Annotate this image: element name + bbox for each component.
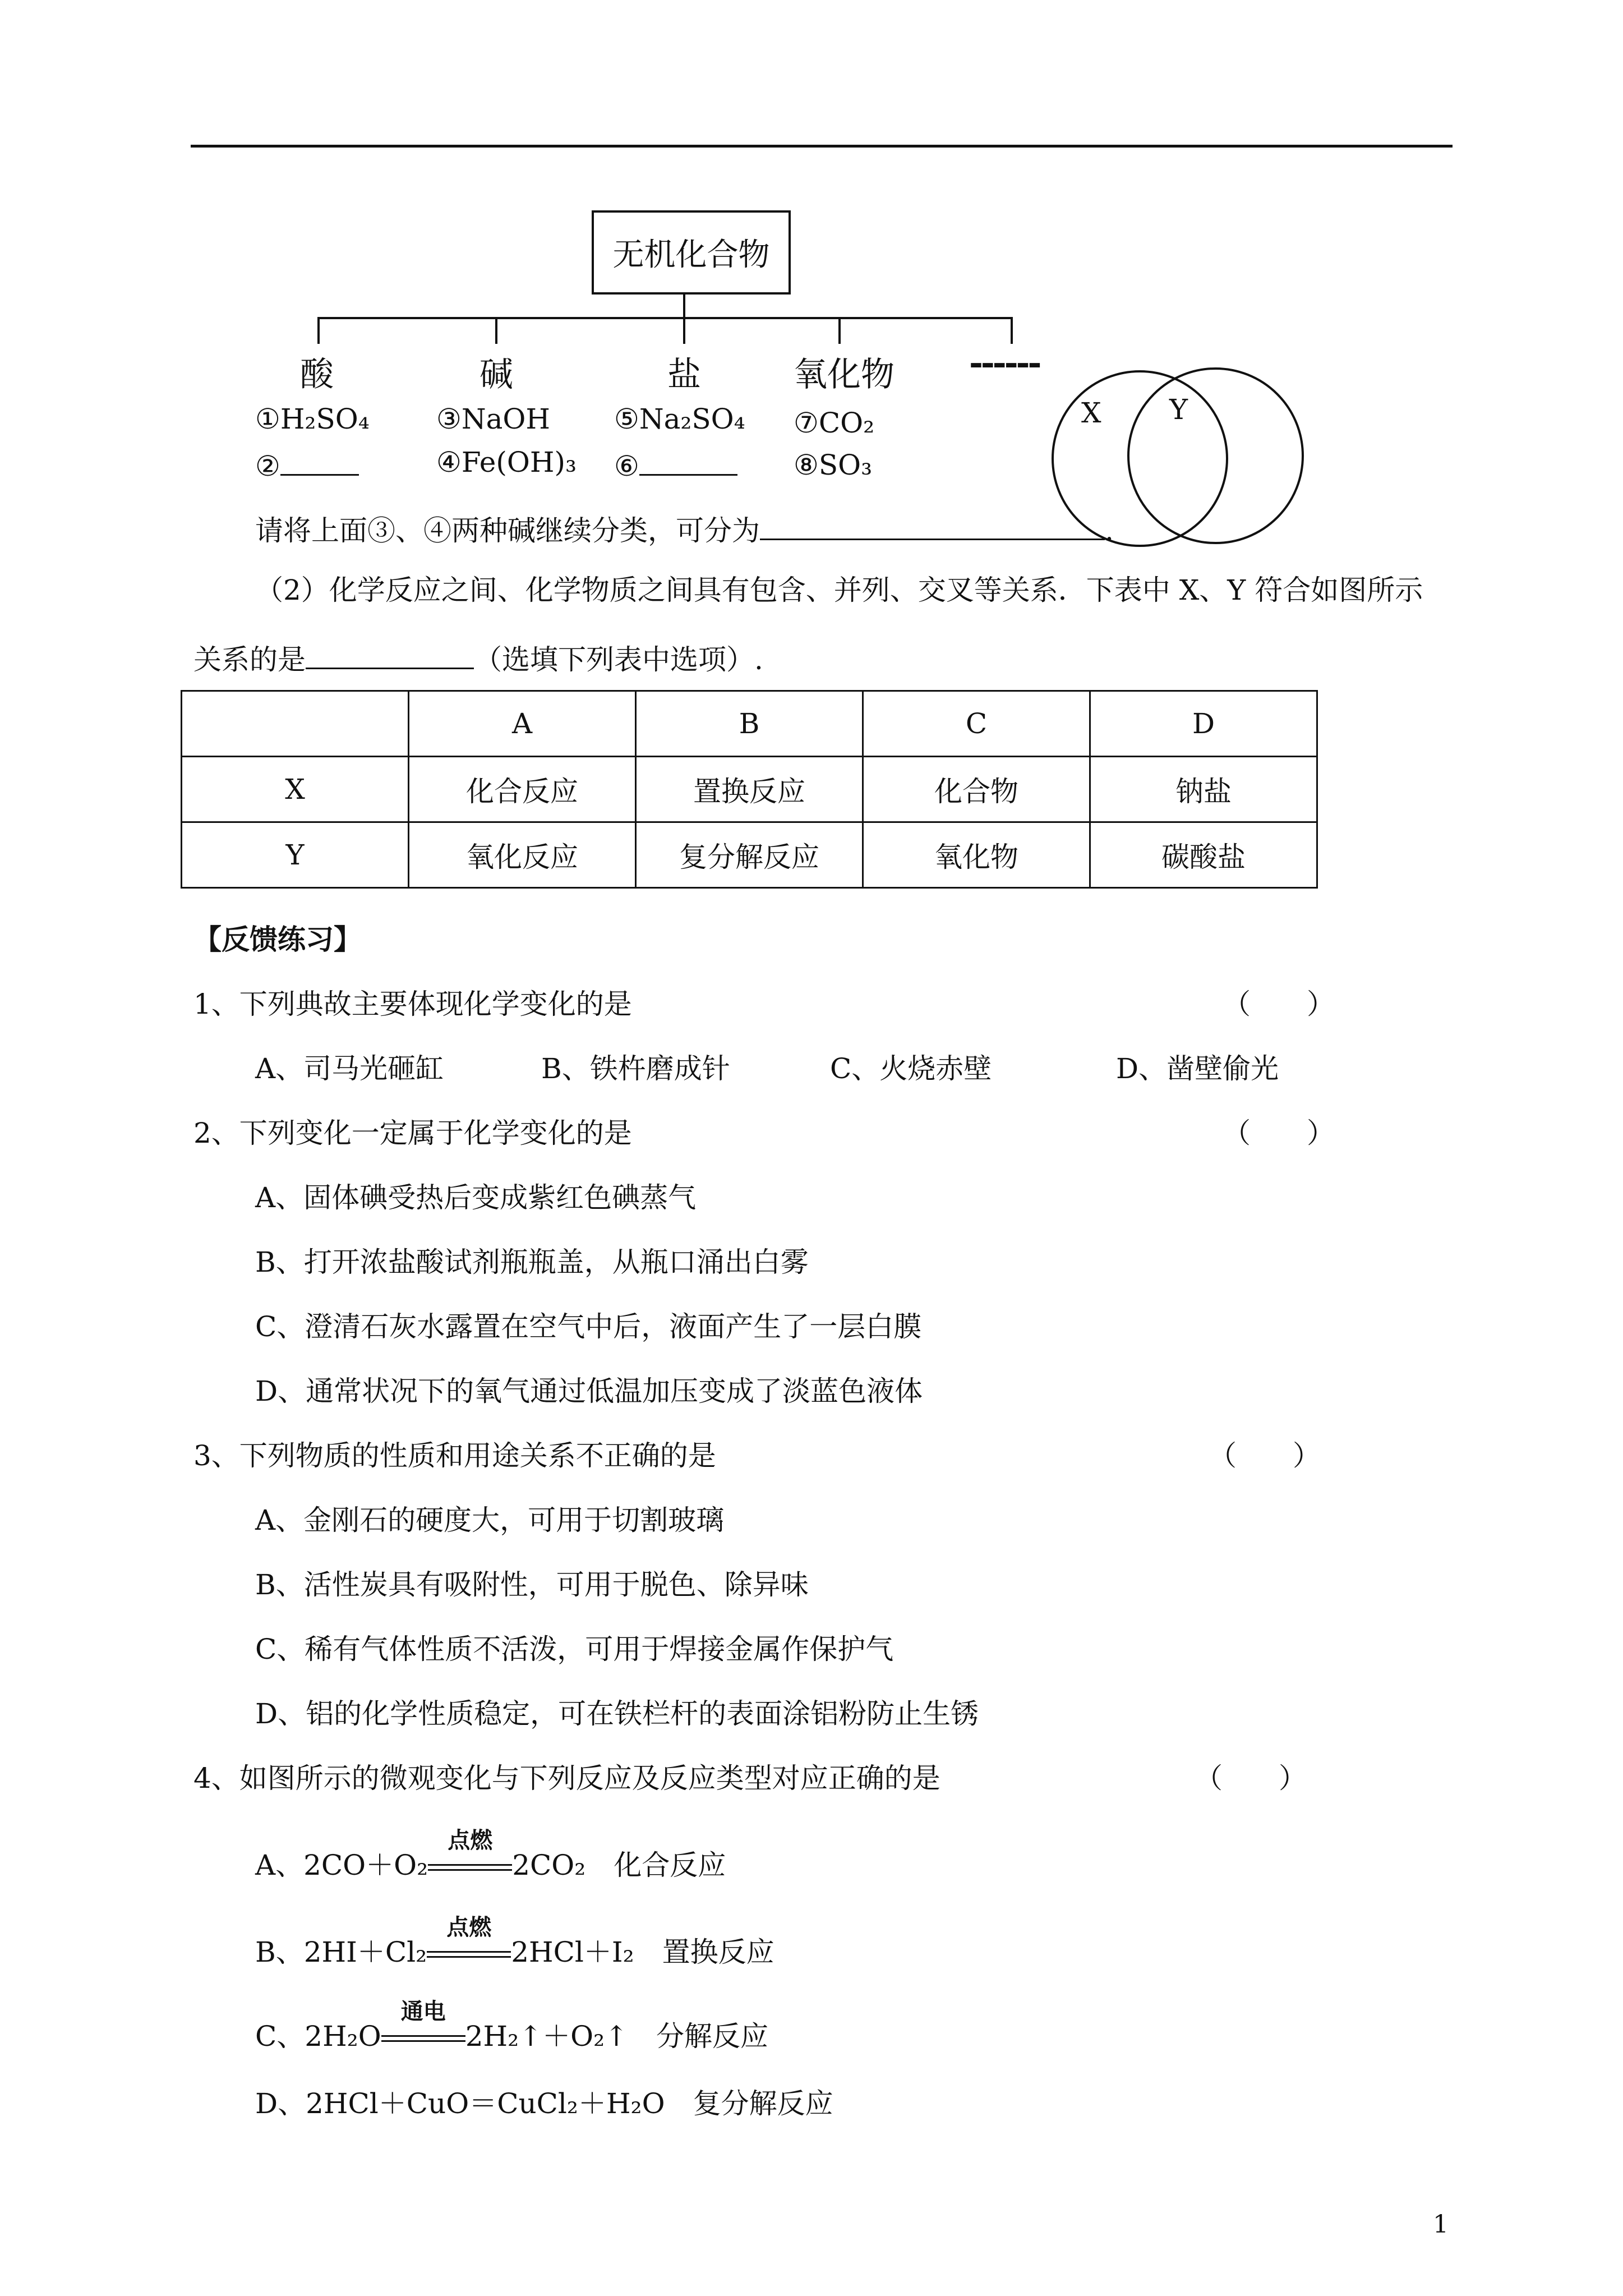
q4-option-c: C、2H₂O 通电 2H₂↑＋O₂↑ 分解反应 — [255, 1999, 769, 2053]
item-4: ④Fe(OH)₃ — [436, 446, 577, 478]
item-1: ①H₂SO₄ — [255, 403, 370, 435]
item-3: ③NaOH — [436, 403, 550, 435]
table-cell: 置换反应 — [636, 757, 863, 822]
page-number: 1 — [1433, 2210, 1449, 2239]
q1-paren: （ ） — [1223, 988, 1335, 1020]
q2-option-a: A、固体碘受热后变成紫红色碘蒸气 — [255, 1181, 697, 1214]
item-6: ⑥ — [614, 446, 737, 482]
q4-option-b: B、2HI＋Cl₂ 点燃 2HCl＋I₂ 置换反应 — [255, 1915, 774, 1968]
table-cell: 氧化反应 — [409, 822, 636, 888]
table-row — [182, 757, 1317, 822]
venn-label-y: Y — [1169, 393, 1188, 426]
item-7: ⑦CO₂ — [794, 407, 875, 439]
reaction-condition: 点燃 — [427, 1935, 511, 1969]
table-cell: 氧化物 — [863, 822, 1090, 888]
diagram-root-label: 无机化合物 — [612, 237, 770, 273]
venn-label-x: X — [1081, 397, 1101, 429]
q1-option-a: A、司马光砸缸 — [255, 1052, 444, 1085]
category-salt: 盐 — [667, 355, 701, 394]
diagram-branch-more — [1011, 317, 1013, 344]
q3-option-c: C、稀有气体性质不活泼，可用于焊接金属作保护气 — [255, 1633, 894, 1665]
table-row — [182, 822, 1317, 888]
q3-option-d: D、铝的化学性质稳定，可在铁栏杆的表面涂铝粉防止生锈 — [255, 1697, 979, 1730]
options-table — [181, 690, 1318, 889]
table-row — [182, 691, 1317, 757]
category-base: 碱 — [479, 355, 513, 394]
q2-stem: 2、下列变化一定属于化学变化的是 — [193, 1117, 632, 1149]
q1-option-d: D、凿壁偷光 — [1116, 1052, 1279, 1085]
item-8: ⑧SO₃ — [794, 449, 873, 481]
q2-option-b: B、打开浓盐酸试剂瓶瓶盖，从瓶口涌出白雾 — [255, 1246, 809, 1278]
diagram-branch-base — [495, 317, 497, 344]
table-cell: 复分解反应 — [636, 822, 863, 888]
header-rule — [191, 145, 1453, 148]
category-oxide: 氧化物 — [794, 355, 895, 394]
q3-paren: （ ） — [1209, 1439, 1321, 1472]
diagram-root-box — [592, 210, 791, 295]
category-acid: 酸 — [300, 355, 334, 394]
table-cell: B — [636, 691, 863, 757]
table-cell: Y — [182, 822, 409, 888]
diagram-root-stem — [683, 295, 685, 318]
table-cell: D — [1090, 691, 1317, 757]
table-cell: 钠盐 — [1090, 757, 1317, 822]
item-5: ⑤Na₂SO₄ — [614, 403, 745, 435]
q1-option-b: B、铁杵磨成针 — [541, 1052, 730, 1085]
diagram-branch-salt — [683, 317, 685, 344]
table-cell: 化合反应 — [409, 757, 636, 822]
q3-option-a: A、金刚石的硬度大，可用于切割玻璃 — [255, 1504, 725, 1536]
table-cell: 化合物 — [863, 757, 1090, 822]
diagram-branch-acid — [317, 317, 320, 344]
q4-option-d: D、2HCl＋CuO＝CuCl₂＋H₂O 复分解反应 — [255, 2087, 833, 2120]
reaction-condition: 点燃 — [428, 1848, 512, 1882]
table-cell: X — [182, 757, 409, 822]
table-cell — [182, 691, 409, 757]
item-2: ② — [255, 446, 359, 482]
q3-option-b: B、活性炭具有吸附性，可用于脱色、除异味 — [255, 1568, 809, 1601]
q2-option-d: D、通常状况下的氧气通过低温加压变成了淡蓝色液体 — [255, 1375, 923, 1407]
q2-option-c: C、澄清石灰水露置在空气中后，液面产生了一层白膜 — [255, 1310, 922, 1343]
table-cell: 碳酸盐 — [1090, 822, 1317, 888]
q2-line1: （2）化学反应之间、化学物质之间具有包含、并列、交叉等关系．下表中 X、Y 符合如图所示 — [255, 574, 1423, 606]
q1-stem: 1、下列典故主要体现化学变化的是 — [193, 988, 632, 1020]
q1-prompt: 请将上面③、④两种碱继续分类，可分为 . — [255, 510, 1114, 547]
q2-line2: 关系的是 （选填下列表中选项）. — [193, 639, 763, 677]
diagram-branch-oxide — [838, 317, 841, 344]
table-cell: C — [863, 691, 1090, 757]
q3-stem: 3、下列物质的性质和用途关系不正确的是 — [193, 1439, 716, 1472]
q4-paren: （ ） — [1195, 1762, 1307, 1795]
category-ellipsis: ------ — [969, 343, 1040, 383]
diagram-branch-bar — [317, 317, 1013, 319]
reaction-condition: 通电 — [381, 2019, 465, 2053]
table-cell: A — [409, 691, 636, 757]
q2-paren: （ ） — [1223, 1117, 1335, 1149]
q1-option-c: C、火烧赤壁 — [830, 1052, 992, 1085]
venn-circle-y — [1127, 367, 1304, 544]
q4-option-a: A、2CO＋O₂ 点燃 2CO₂ 化合反应 — [255, 1828, 726, 1881]
q4-stem: 4、如图所示的微观变化与下列反应及反应类型对应正确的是 — [193, 1762, 940, 1795]
section-title: 【反馈练习】 — [193, 923, 362, 956]
